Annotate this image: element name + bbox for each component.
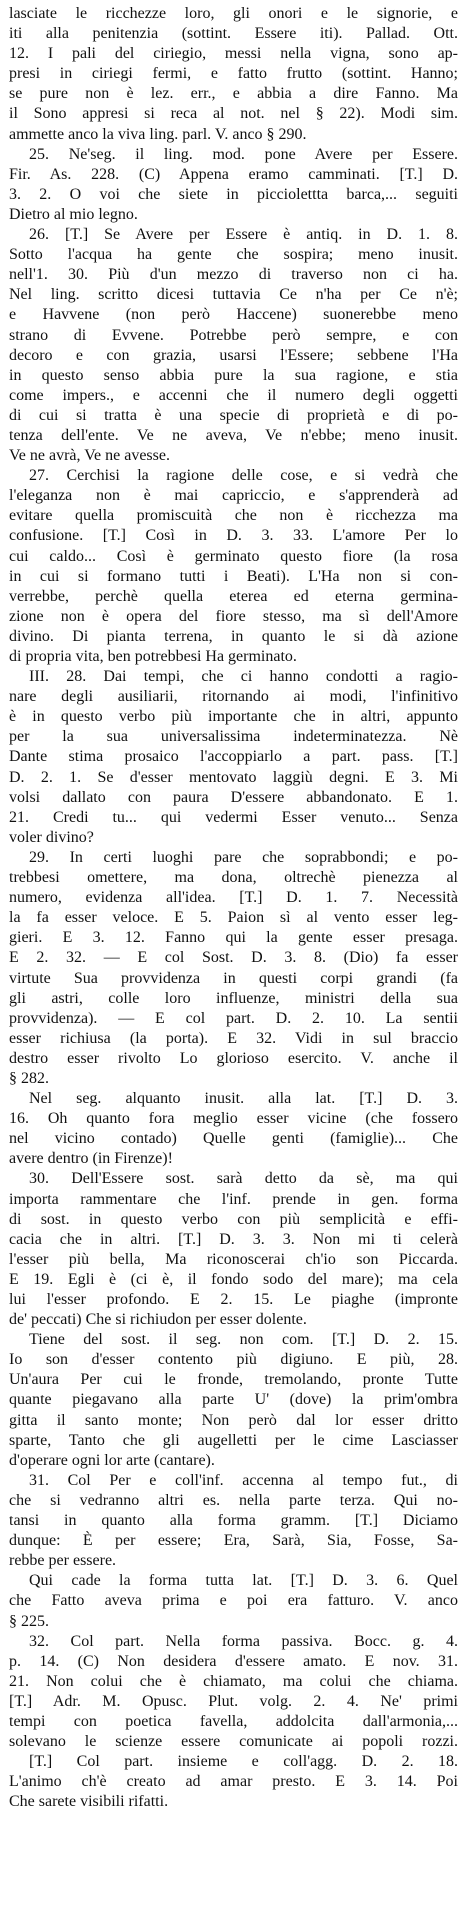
text-line: Che sarete visibili rifatti. <box>9 1793 169 1811</box>
text-line: l'esser più bella, Ma riconoscerai ch'io son Piccarda. <box>9 1250 458 1268</box>
text-line: nel vicino contado) Quelle genti (famiglie)... Che <box>9 1130 458 1148</box>
text-line: verrebbe, perchè quella eterea ed eterna germina- <box>9 587 458 605</box>
text-line: 12. I pali del ciriegio, messi nella vigna, sono ap- <box>9 45 458 63</box>
text-line: che Fatto aveva prima e poi era fatturo. V. anco <box>9 1592 458 1610</box>
text-line: p. 14. (C) Non desidera d'essere amato. E nov. 31. <box>9 1652 458 1670</box>
text-line: nell'1. 30. Più d'un mezzo di traverso non ci ha. <box>9 266 458 284</box>
text-line: Ve ne avrà, Ve ne avesse. <box>9 447 170 465</box>
text-line: tempi con poetica favella, addolcita dall'armonia,... <box>9 1712 458 1730</box>
text-line: Un'aura Per cui le fronde, tremolando, pronte Tutte <box>9 1371 458 1389</box>
text-line: de' peccati) Che si richiudon per esser dolente. <box>9 1311 307 1329</box>
text-line: trebbesi omettere, ma dona, oltrechè pienezza al <box>9 869 458 887</box>
text-line: cacia che in altri. [T.] D. 3. 3. Non mi ti celerà <box>9 1230 458 1248</box>
text-line: e Havvene (non però Haccene) suonerebbe meno <box>9 306 458 324</box>
text-line: strano di Evvene. Potrebbe però sempre, e con <box>9 326 458 344</box>
text-line: [T.] Adr. M. Opusc. Plut. volg. 2. 4. Ne' primi <box>9 1692 458 1710</box>
text-line: Qui cade la forma tutta lat. [T.] D. 3. 6. Quel <box>29 1572 458 1590</box>
text-line: iti alla penitenzia (sottint. Essere iti). Pallad. Ott. <box>9 25 458 43</box>
text-line: di propria vita, ben potrebbesi Ha germinato. <box>9 648 297 665</box>
text-line: di sost. in questo verbo con più semplicità e effi- <box>9 1210 458 1228</box>
text-line: il Sono appresi si reca al not. nel § 22). Modi sim. <box>9 105 458 123</box>
text-line: Dietro al mio legno. <box>9 205 138 223</box>
document-text <box>9 4 458 1812</box>
text-line: solevano le scienze essere comunicate ai popoli rozzi. <box>9 1733 458 1751</box>
text-line: [T.] Col part. insieme e coll'agg. D. 2. 18. <box>29 1753 458 1771</box>
text-line: Dante stima prosaico l'accoppiarlo a part. pass. [T.] <box>9 748 458 766</box>
text-line: la fa esser veloce. E 5. Paion sì al vento esser leg- <box>9 909 458 927</box>
text-line: Io son d'esser contento più digiuno. E più, 28. <box>9 1351 458 1369</box>
text-line: 3. 2. O voi che siete in picciolettta barca,... seguiti <box>9 185 458 203</box>
text-line: Nel ling. scritto dicesi tuttavia Ce n'ha per Ce n'è; <box>9 286 458 304</box>
text-line: se pure non è lez. err., e abbia a dire Fanno. Ma <box>9 85 458 103</box>
text-line: provvidenza). — E col part. D. 2. 10. La sentii <box>9 1009 458 1027</box>
text-line: 32. Col part. Nella forma passiva. Bocc. g. 4. <box>29 1632 458 1650</box>
text-line: volsi dallato con paura D'essere abbandonato. E 1. <box>9 788 458 806</box>
text-line: sparte, Tanto che gli augelletti per le cime Lasciasser <box>9 1431 458 1449</box>
text-line: 21. Non colui che è chiamato, ma colui che chiama. <box>9 1672 458 1690</box>
text-line: zione non è opera del fiore stesso, ma sì dell'Amore <box>9 607 458 625</box>
text-line: in questo senso abbia pure la sua ragione, e stia <box>9 366 458 384</box>
text-line: virtute Sua provvidenza in questi corpi grandi (fa <box>9 969 458 987</box>
text-line: dunque: È per essere; Era, Sarà, Sia, Fosse, Sa- <box>9 1532 458 1550</box>
text-line: come impers., e accenni che il numero degli oggetti <box>9 386 458 404</box>
text-line: III. 28. Dai tempi, che ci hanno condotti a ragio- <box>29 668 458 686</box>
text-line: cui caldo... Così è germinato questo fiore (la rosa <box>9 547 458 565</box>
text-line: divino. Di pianta terrena, in quanto le si dà azione <box>9 627 458 645</box>
text-line: Nel seg. alquanto inusit. alla lat. [T.] D. 3. <box>29 1090 458 1108</box>
text-line: rebbe per essere. <box>9 1552 117 1570</box>
text-line: L'animo ch'è creato ad amar presto. E 3. 14. Poi <box>9 1773 458 1791</box>
text-line: voler divino? <box>9 828 94 846</box>
text-line: 27. Cerchisi la ragione delle cose, e si vedrà che <box>29 467 458 485</box>
text-line: che si vedranno altri es. nella parte terza. Qui no- <box>9 1491 458 1509</box>
text-line: 25. Ne'seg. il ling. mod. pone Avere per Essere. <box>29 145 458 163</box>
text-line: 16. Oh quanto fora meglio esser vicine (che fossero <box>9 1110 458 1128</box>
text-line: decoro e con grazia, usarsi l'Essere; sebbene l'Ha <box>9 346 458 364</box>
text-line: l'eleganza non è mai capriccio, e s'apprenderà ad <box>9 487 458 505</box>
text-line: importa rammentare che l'inf. prende in gen. forma <box>9 1190 458 1208</box>
text-line: 31. Col Per e coll'inf. accenna al tempo fut., di <box>29 1471 458 1489</box>
text-line: avere dentro (in Firenze)! <box>9 1150 173 1168</box>
text-line: lasciate le ricchezze loro, gli onori e le signorie, e <box>9 5 458 22</box>
text-line: evitare quella promiscuità che non è ricchezza ma <box>9 507 458 525</box>
text-line: Fir. As. 228. (C) Appena eramo camminati. [T.] D. <box>9 165 458 183</box>
text-line: 21. Credi tu... qui vedermi Esser venuto... Senza <box>9 808 458 826</box>
text-line: di cui si tratta è una specie di proprietà e di po- <box>9 406 458 424</box>
text-line: esser richiusa (la porta). E 32. Vidi in sul braccio <box>9 1029 458 1047</box>
text-line: § 282. <box>9 1069 49 1087</box>
text-line: E 2. 32. — E col Sost. D. 3. 8. (Dio) fa esser <box>9 949 458 967</box>
text-line: nare degli ausiliarii, ritornando ai modi, l'infinitivo <box>9 688 458 706</box>
text-line: presi in ciriegi fermi, e fatto frutto (sottint. Hanno; <box>9 65 458 83</box>
text-line: in cui si formano tutti i Beati). L'Ha non si con- <box>9 567 458 585</box>
text-line: 29. In certi luoghi pare che soprabbondi; e po- <box>29 848 458 866</box>
text-line: tenza dell'ente. Ve ne aveva, Ve n'ebbe; meno inusit. <box>9 426 458 444</box>
text-line: numero, evidenza all'idea. [T.] D. 1. 7. Necessità <box>9 889 458 907</box>
text-line: D. 2. 1. Se d'esser mentovato laggiù degni. E 3. Mi <box>9 768 458 786</box>
text-line: quante piegavano alla parte U' (dove) la prim'ombra <box>9 1391 458 1409</box>
text-line: tansi in quanto alla forma gramm. [T.] Diciamo <box>9 1512 458 1530</box>
text-line: ammette anco la viva ling. parl. V. anco § 290. <box>9 125 307 143</box>
text-line: gieri. E 3. 12. Fanno qui la gente esser presaga. <box>9 929 458 947</box>
text-line: gitta il santo monte; Non però dal lor esser dritto <box>9 1411 458 1429</box>
text-line: d'operare ogni lor arte (cantare). <box>9 1451 215 1469</box>
text-line: § 225. <box>9 1612 49 1630</box>
text-line: E 19. Egli è (ci è, il fondo sodo del mare); ma cela <box>9 1270 458 1288</box>
text-line: è in questo verbo più importante che in altri, appunto <box>9 708 458 726</box>
text-line: 30. Dell'Essere sost. sarà detto da sè, ma qui <box>29 1170 458 1188</box>
text-line: lui l'esser profondo. E 2. 15. Le piaghe (impronte <box>9 1291 458 1308</box>
text-line: gli astri, colle loro influenze, ministri della sua <box>9 989 458 1007</box>
text-line: confusione. [T.] Così in D. 3. 33. L'amore Per lo <box>9 527 458 545</box>
text-line: destro esser rivolto Lo glorioso esercito. V. anche il <box>9 1049 458 1067</box>
text-line: per la sua universalissima indeterminatezza. Nè <box>9 728 458 746</box>
text-line: Tiene del sost. il seg. non com. [T.] D. 2. 15. <box>29 1331 458 1349</box>
text-line: 26. [T.] Se Avere per Essere è antiq. in D. 1. 8. <box>29 226 458 244</box>
text-line: Sotto l'acqua ha gente che sospira; meno inusit. <box>9 246 458 264</box>
